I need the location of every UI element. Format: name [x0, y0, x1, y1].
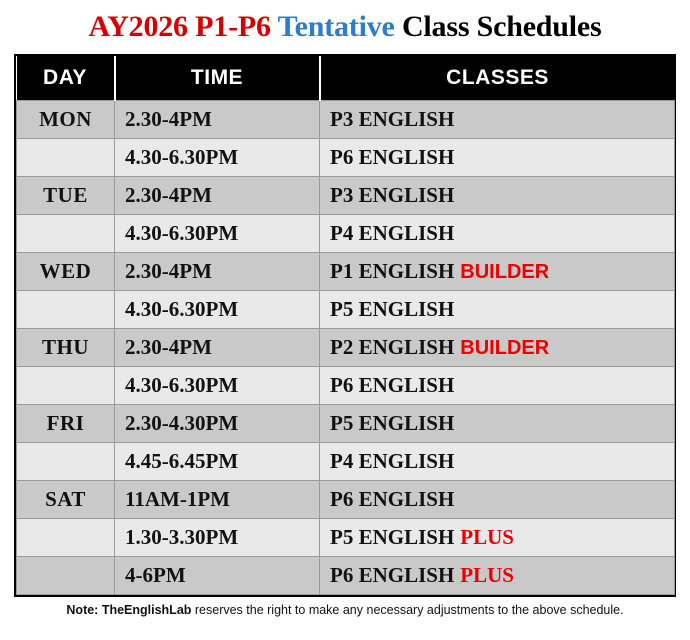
cell-time: 1.30-3.30PM: [115, 519, 320, 557]
cell-day: WED: [17, 253, 115, 291]
class-tag: BUILDER: [460, 261, 550, 283]
class-tag: PLUS: [460, 525, 514, 549]
class-name: P6 ENGLISH: [330, 563, 455, 587]
class-name: P5 ENGLISH: [330, 411, 455, 435]
cell-time: 4.30-6.30PM: [115, 215, 320, 253]
cell-class: [320, 215, 675, 253]
footnote: [14, 603, 676, 617]
class-name: P4 ENGLISH: [330, 449, 455, 473]
cell-class: [320, 101, 675, 139]
table-row: [17, 557, 675, 595]
cell-time: 4.45-6.45PM: [115, 443, 320, 481]
cell-time: 2.30-4PM: [115, 101, 320, 139]
table-header: [17, 56, 675, 101]
class-name: P5 ENGLISH: [330, 525, 455, 549]
class-line: [330, 373, 664, 398]
class-line: [330, 487, 664, 512]
class-line: [330, 563, 664, 588]
table-row: [17, 177, 675, 215]
class-line: [330, 525, 664, 550]
table-body: [17, 101, 675, 595]
cell-class: [320, 405, 675, 443]
class-line: [330, 183, 664, 208]
cell-time: 4.30-6.30PM: [115, 367, 320, 405]
table-row: [17, 215, 675, 253]
cell-day: FRI: [17, 405, 115, 443]
cell-class: [320, 481, 675, 519]
cell-class: [320, 557, 675, 595]
cell-class: [320, 291, 675, 329]
cell-class: [320, 329, 675, 367]
table-row: [17, 405, 675, 443]
class-name: P5 ENGLISH: [330, 297, 455, 321]
class-name: P3 ENGLISH: [330, 183, 455, 207]
title-part-red: AY2026 P1-P6: [88, 10, 278, 43]
cell-time: 2.30-4PM: [115, 329, 320, 367]
cell-class: [320, 443, 675, 481]
cell-time: 2.30-4PM: [115, 177, 320, 215]
class-line: [330, 449, 664, 474]
class-name: P2 ENGLISH: [330, 335, 455, 359]
table-row: [17, 253, 675, 291]
schedule-table-wrapper: [14, 54, 676, 597]
cell-day: [17, 139, 115, 177]
class-line: [330, 259, 664, 284]
table-row: [17, 139, 675, 177]
class-name: P6 ENGLISH: [330, 145, 455, 169]
schedule-table: [16, 56, 675, 595]
class-line: [330, 335, 664, 360]
class-line: [330, 221, 664, 246]
class-tag: PLUS: [460, 563, 514, 587]
class-line: [330, 107, 664, 132]
class-line: [330, 411, 664, 436]
cell-day: [17, 557, 115, 595]
class-name: P6 ENGLISH: [330, 487, 455, 511]
column-header-time: TIME: [115, 56, 320, 101]
page-title: [0, 0, 690, 54]
cell-time: 2.30-4.30PM: [115, 405, 320, 443]
table-row: [17, 519, 675, 557]
class-line: [330, 297, 664, 322]
table-row: [17, 481, 675, 519]
class-name: P1 ENGLISH: [330, 259, 455, 283]
title-part-black: Class Schedules: [394, 10, 602, 43]
cell-class: [320, 519, 675, 557]
class-tag: BUILDER: [460, 337, 550, 359]
cell-class: [320, 177, 675, 215]
cell-day: [17, 215, 115, 253]
table-row: [17, 329, 675, 367]
table-row: [17, 443, 675, 481]
class-name: P4 ENGLISH: [330, 221, 455, 245]
table-row: [17, 291, 675, 329]
cell-day: [17, 291, 115, 329]
column-header-classes: CLASSES: [320, 56, 675, 101]
footnote-rest: reserves the right to make any necessary adjustments to the above schedule.: [191, 603, 624, 617]
cell-day: MON: [17, 101, 115, 139]
footnote-lead: Note: TheEnglishLab: [66, 603, 192, 617]
table-row: [17, 367, 675, 405]
cell-class: [320, 253, 675, 291]
class-name: P6 ENGLISH: [330, 373, 455, 397]
cell-day: THU: [17, 329, 115, 367]
cell-day: SAT: [17, 481, 115, 519]
cell-class: [320, 367, 675, 405]
cell-day: [17, 443, 115, 481]
cell-class: [320, 139, 675, 177]
cell-day: [17, 519, 115, 557]
cell-time: 4.30-6.30PM: [115, 291, 320, 329]
column-header-day: DAY: [17, 56, 115, 101]
cell-time: 4-6PM: [115, 557, 320, 595]
class-line: [330, 145, 664, 170]
cell-time: 4.30-6.30PM: [115, 139, 320, 177]
table-header-row: [17, 56, 675, 101]
class-name: P3 ENGLISH: [330, 107, 455, 131]
cell-day: TUE: [17, 177, 115, 215]
table-row: [17, 101, 675, 139]
title-part-blue: Tentative: [277, 10, 395, 43]
cell-time: 11AM-1PM: [115, 481, 320, 519]
cell-day: [17, 367, 115, 405]
cell-time: 2.30-4PM: [115, 253, 320, 291]
